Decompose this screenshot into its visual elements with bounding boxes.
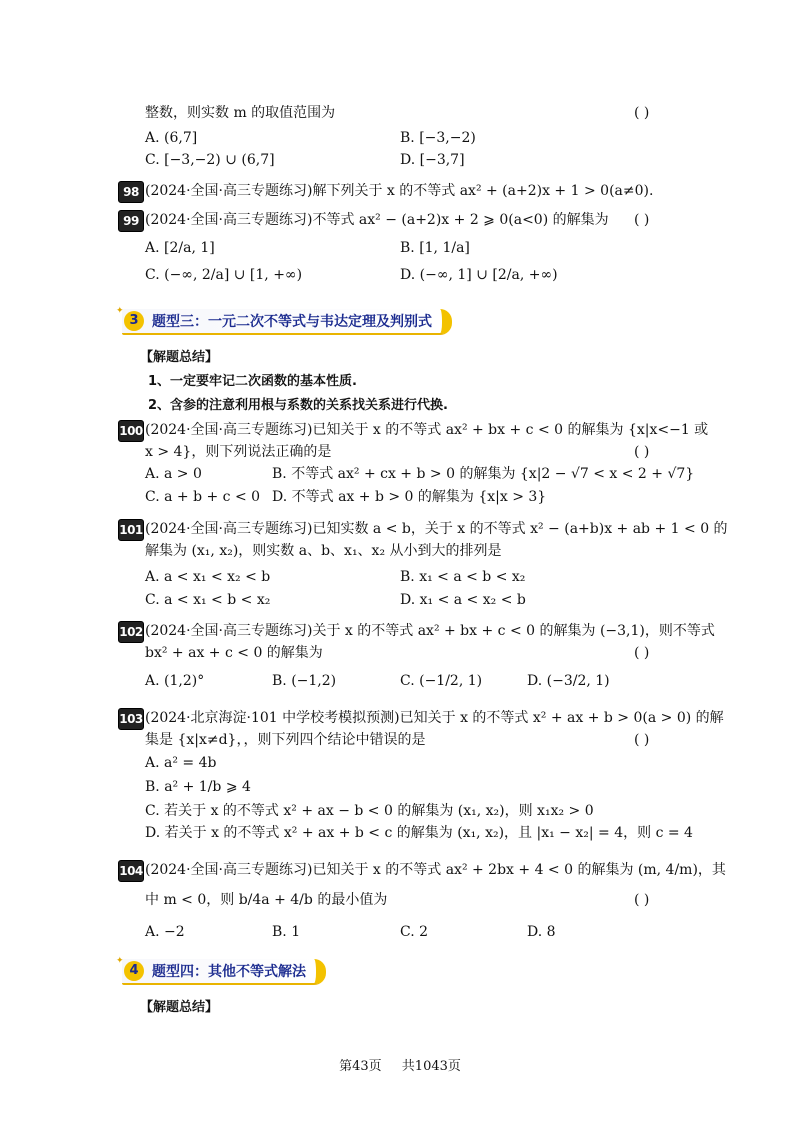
summary-point: 1、一定要牢记二次函数的基本性质. xyxy=(148,374,357,389)
option-c: C. 2 xyxy=(400,924,429,940)
option-c: C. [−3,−2) ∪ (6,7] xyxy=(145,152,275,168)
question-101-line1: (2024·全国·高三专题练习)已知实数 a < b，关于 x 的不等式 x² − (a+b)x + ab + 1 < 0 的 xyxy=(145,521,728,537)
option-c: C. (−1/2, 1) xyxy=(400,673,483,689)
answer-bracket: ( ) xyxy=(634,444,650,460)
question-104-line2: 中 m < 0，则 b/4a + 4/b 的最小值为 xyxy=(145,892,388,908)
summary-heading: 【解题总结】 xyxy=(140,1000,219,1015)
option-a: A. a² = 4b xyxy=(145,755,217,771)
question-stem: 整数，则实数 m 的取值范围为 xyxy=(145,105,336,121)
question-number-badge: 103 xyxy=(118,708,144,730)
section-number: 3 ✦ xyxy=(124,311,144,331)
option-d: D. (−3/2, 1) xyxy=(527,673,610,689)
question-102-line2: bx² + ax + c < 0 的解集为 xyxy=(145,645,323,661)
question-number-badge: 100 xyxy=(118,420,144,442)
option-d: D. x₁ < a < x₂ < b xyxy=(400,592,526,608)
option-a: A. [2/a, 1] xyxy=(145,240,215,256)
question-number-badge: 104 xyxy=(118,860,144,882)
section-banner-4 xyxy=(122,959,326,985)
question-number-badge: 98 xyxy=(118,181,144,203)
question-101-line2: 解集为 (x₁, x₂)，则实数 a、b、x₁、x₂ 从小到大的排列是 xyxy=(145,543,502,559)
option-d: D. (−∞, 1] ∪ [2/a, +∞) xyxy=(400,267,558,283)
option-a: A. (1,2)° xyxy=(145,673,205,689)
option-a: A. a > 0 xyxy=(145,466,202,482)
section-title: 题型四：其他不等式解法 xyxy=(152,964,306,980)
option-b: B. x₁ < a < b < x₂ xyxy=(400,569,526,585)
option-b: B. a² + 1/b ⩾ 4 xyxy=(145,779,251,795)
page-footer xyxy=(0,1055,800,1074)
question-100-line2: x > 4}，则下列说法正确的是 xyxy=(145,444,332,460)
summary-point: 2、含参的注意利用根与系数的关系找关系进行代换. xyxy=(148,398,448,413)
page-number: 第43页 xyxy=(339,1059,382,1074)
question-103-line2: 集是 {x|x≠d}，，则下列四个结论中错误的是 xyxy=(145,732,426,748)
option-b: B. [−3,−2) xyxy=(400,130,476,146)
page-total: 共1043页 xyxy=(401,1059,461,1074)
option-a: A. (6,7] xyxy=(145,130,198,146)
question-99-text: (2024·全国·高三专题练习)不等式 ax² − (a+2)x + 2 ⩾ 0(a<0) 的解集为 xyxy=(145,212,609,228)
question-103-line1: (2024·北京海淀·101 中学校考模拟预测)已知关于 x 的不等式 x² + ax + b > 0(a > 0) 的解 xyxy=(145,710,724,726)
question-number-badge: 101 xyxy=(118,519,144,541)
answer-bracket: ( ) xyxy=(634,732,650,748)
answer-bracket: ( ) xyxy=(634,105,650,121)
answer-bracket: ( ) xyxy=(634,212,650,228)
option-b: B. [1, 1/a] xyxy=(400,240,470,256)
question-number-badge: 99 xyxy=(118,210,144,232)
section-title: 题型三：一元二次不等式与韦达定理及判别式 xyxy=(152,314,432,330)
question-102-line1: (2024·全国·高三专题练习)关于 x 的不等式 ax² + bx + c < 0 的解集为 (−3,1)，则不等式 xyxy=(145,623,715,639)
option-d: D. 8 xyxy=(527,924,556,940)
option-d: D. 若关于 x 的不等式 x² + ax + b < c 的解集为 (x₁, x₂)，且 |x₁ − x₂| = 4，则 c = 4 xyxy=(145,825,693,841)
option-d: D. [−3,7] xyxy=(400,152,465,168)
answer-bracket: ( ) xyxy=(634,645,650,661)
section-number: 4 ✦ xyxy=(124,961,144,981)
question-100-line1: (2024·全国·高三专题练习)已知关于 x 的不等式 ax² + bx + c < 0 的解集为 {x|x<−1 或 xyxy=(145,422,709,438)
option-c: C. a + b + c < 0 xyxy=(145,489,261,505)
option-d: D. 不等式 ax + b > 0 的解集为 {x|x > 3} xyxy=(272,489,547,505)
option-c: C. (−∞, 2/a] ∪ [1, +∞) xyxy=(145,267,303,283)
option-c: C. 若关于 x 的不等式 x² + ax − b < 0 的解集为 (x₁, x₂)，则 x₁x₂ > 0 xyxy=(145,803,594,819)
option-a: A. a < x₁ < x₂ < b xyxy=(145,569,271,585)
question-98-text: (2024·全国·高三专题练习)解下列关于 x 的不等式 ax² + (a+2)x + 1 > 0(a≠0). xyxy=(145,183,654,199)
option-b: B. (−1,2) xyxy=(272,673,337,689)
question-104-line1: (2024·全国·高三专题练习)已知关于 x 的不等式 ax² + 2bx + 4 < 0 的解集为 (m, 4/m)，其 xyxy=(145,862,726,878)
option-c: C. a < x₁ < b < x₂ xyxy=(145,592,271,608)
section-banner-3 xyxy=(122,309,452,335)
option-b: B. 不等式 ax² + cx + b > 0 的解集为 {x|2 − √7 < x < 2 + √7} xyxy=(272,466,695,482)
question-number-badge: 102 xyxy=(118,621,144,643)
answer-bracket: ( ) xyxy=(634,892,650,908)
option-a: A. −2 xyxy=(145,924,185,940)
summary-heading: 【解题总结】 xyxy=(140,350,219,365)
option-b: B. 1 xyxy=(272,924,301,940)
